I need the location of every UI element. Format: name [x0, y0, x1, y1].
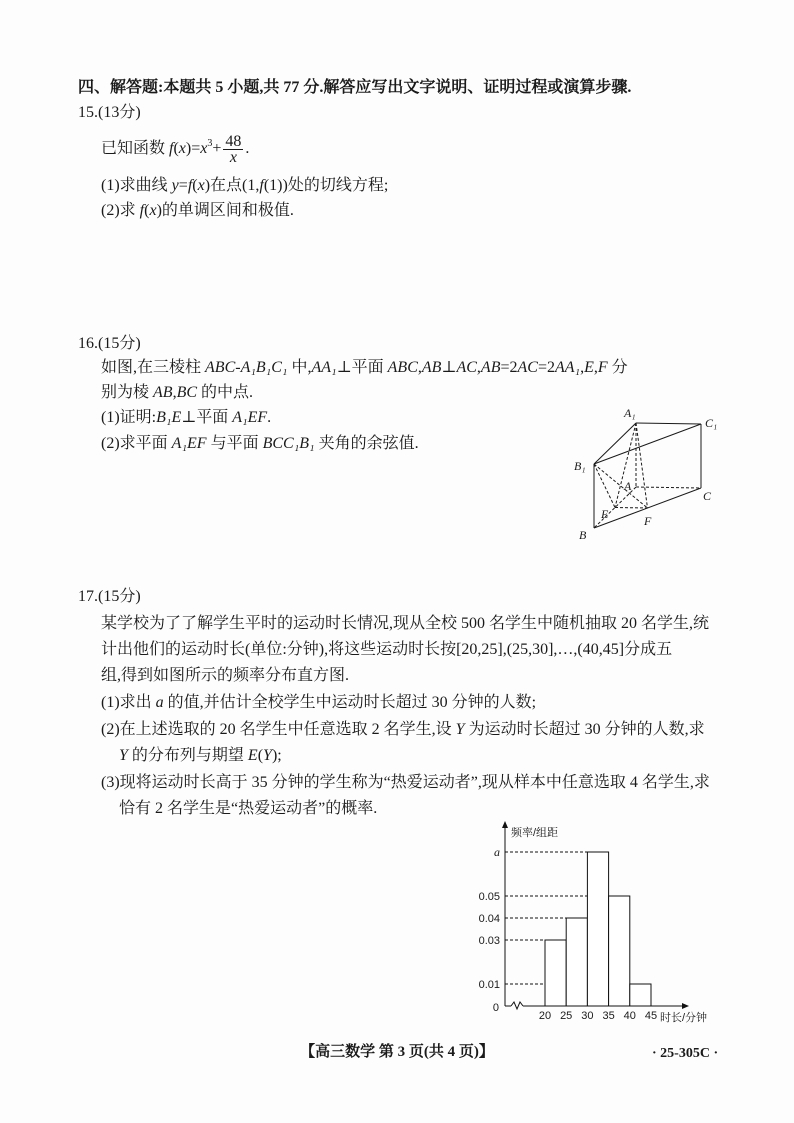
segment-b1-e	[594, 464, 615, 508]
text-run: (2)在上述选取的 20 名学生中任意选取 2 名学生,设	[101, 721, 456, 738]
text-run: (2)求	[101, 202, 140, 219]
vertex-label-c1: C₁	[705, 416, 718, 430]
text-run: 中,	[287, 359, 312, 376]
vertex-label-c: C	[703, 489, 712, 503]
math-symbol: ABC	[387, 359, 418, 376]
text-run: 与平面	[206, 435, 263, 452]
text-run: 的中点.	[197, 384, 254, 401]
text-run: (1))处的切线方程;	[263, 177, 389, 194]
x-tick-label: 35	[602, 1010, 615, 1022]
y-tick-label: 0.05	[478, 891, 500, 903]
text-run: +	[212, 140, 222, 158]
text-run: .	[267, 409, 272, 426]
superscript: 3	[207, 138, 213, 150]
math-symbol: AB	[421, 359, 442, 376]
problem-17-question-3	[101, 773, 710, 793]
math-symbol: f	[187, 177, 193, 194]
text-run: 分	[607, 359, 628, 376]
text-run: .	[245, 140, 250, 158]
text-run: )的单调区间和极值.	[156, 202, 294, 219]
text-run: ,	[580, 359, 585, 376]
footer-exam-code: · 25-305C ·	[652, 1046, 719, 1061]
text-run: ⊥平面	[336, 359, 388, 376]
fraction-denominator: x	[229, 149, 237, 166]
point-label-e: E	[601, 507, 609, 521]
problem-17-question-3-continued	[119, 799, 377, 819]
math-symbol: F	[597, 359, 608, 376]
math-symbol: x	[149, 202, 157, 219]
text-run: ,	[172, 384, 177, 401]
text-run: -	[235, 359, 241, 376]
text-run: =	[178, 177, 188, 194]
y-tick-label: 0.01	[478, 979, 500, 991]
problem-17-number: 17.(15分)	[78, 588, 141, 605]
histogram-bar	[566, 918, 587, 1006]
problem-15-question-1	[101, 176, 388, 196]
text-run: (2)求平面	[101, 435, 172, 452]
problem-17-question-2-continued	[119, 746, 282, 766]
math-symbol: B₁E	[156, 409, 182, 426]
footer-page-info: 【高三数学 第 3 页(共 4 页)】	[300, 1044, 494, 1060]
problem-17-stem-line-2	[101, 640, 672, 660]
text-run: 为运动时长超过 30 分钟的人数,求	[464, 721, 705, 738]
fraction-numerator: 48	[225, 133, 242, 150]
math-symbol: AA₁	[554, 359, 581, 376]
problem-17-stem-line-3	[101, 666, 349, 686]
math-symbol: A₁EF	[232, 409, 268, 426]
histogram-bar	[545, 940, 566, 1006]
math-symbol: x	[197, 177, 205, 194]
histogram-bar	[609, 896, 630, 1006]
math-symbol: E	[584, 359, 594, 376]
vertex-label-b: B	[579, 528, 587, 542]
text-run: 如图,在三棱柱	[101, 359, 206, 376]
text-run: );	[271, 747, 282, 764]
text-run: 的分布列与期望	[127, 747, 248, 764]
text-run: ⊥	[441, 359, 457, 376]
vertex-label-a1: A₁	[624, 406, 636, 420]
text-run: (1)求曲线	[101, 177, 172, 194]
y-tick-label: 0.03	[478, 935, 500, 947]
histogram-bar	[630, 984, 651, 1006]
math-symbol: a	[155, 694, 164, 711]
math-symbol: ABC	[205, 359, 236, 376]
text-run: 的值,并估计全校学生中运动时长超过 30 分钟的人数;	[163, 694, 537, 711]
prism-diagram	[570, 400, 720, 545]
math-symbol: y	[171, 177, 179, 194]
x-tick-label: 25	[560, 1010, 573, 1022]
math-symbol: A₁EF	[171, 435, 207, 452]
text-run: (3)现将运动时长高于 35 分钟的学生称为“热爱运动者”,现从样本中任意选取 4 名学生,求	[101, 774, 710, 791]
problem-16-stem-line-2	[101, 383, 253, 403]
edge-a1-b1	[594, 423, 636, 464]
text-run: )=	[185, 140, 201, 158]
problem-16-question-2	[101, 434, 419, 454]
origin-label: 0	[492, 1002, 499, 1014]
problem-16-number: 16.(15分)	[78, 335, 141, 352]
problem-16-question-1	[101, 408, 271, 428]
text-run: ,	[417, 359, 422, 376]
math-symbol: E	[247, 747, 258, 764]
text-run: 夹角的余弦值.	[314, 435, 419, 452]
y-axis-title: 频率/组距	[511, 827, 559, 839]
math-symbol: AC	[517, 359, 538, 376]
edge-a-c	[636, 487, 701, 488]
frequency-histogram	[470, 815, 730, 1035]
text-run: (1)求出	[101, 694, 156, 711]
text-run: (	[144, 202, 150, 219]
problem-17-stem-line-1	[101, 614, 709, 634]
x-axis-title: 时长/分钟	[660, 1012, 708, 1024]
problem-15-number: 15.(13分)	[78, 104, 141, 121]
math-symbol: AC	[456, 359, 477, 376]
text-run: 某学校为了了解学生平时的运动时长情况,现从全校 500 名学生中随机抽取 20 名学生,统	[101, 615, 710, 632]
math-symbol: f	[139, 202, 145, 219]
problem-17-question-1	[101, 693, 536, 713]
segment-e-f	[615, 508, 648, 509]
x-tick-label: 20	[538, 1010, 552, 1022]
math-symbol: AA₁	[311, 359, 337, 376]
math-symbol: Y	[263, 747, 272, 764]
math-symbol: f	[169, 140, 174, 158]
math-symbol: x	[178, 140, 186, 158]
text-run: 计出他们的运动时长(单位:分钟),将这些运动时长按[20,25],(25,30],…,(40,45]分成五	[101, 641, 673, 658]
y-axis-arrow	[502, 821, 508, 828]
vertex-label-a: A	[624, 479, 632, 493]
text-run: (	[192, 177, 198, 194]
math-symbol: Y	[455, 721, 465, 738]
problem-15-stem	[101, 134, 249, 165]
fraction	[223, 134, 243, 165]
text-run: 组,得到如图所示的频率分布直方图.	[101, 667, 350, 684]
text-run: =2	[537, 359, 555, 376]
math-symbol: BC	[176, 384, 198, 401]
x-tick-label: 30	[581, 1010, 594, 1022]
y-tick-label: 0.04	[478, 913, 500, 925]
x-tick-label: 45	[644, 1010, 658, 1022]
text-run: ,	[476, 359, 481, 376]
text-run: (	[173, 140, 179, 158]
edge-a1-c1	[636, 423, 701, 424]
text-run: )在点(1,	[204, 177, 260, 194]
math-symbol: Y	[119, 747, 128, 764]
problem-17-question-2	[101, 720, 705, 740]
vertex-label-b1: B₁	[574, 459, 586, 473]
text-run: 恰有 2 名学生是“热爱运动者”的概率.	[119, 800, 378, 817]
problem-15-question-2	[101, 201, 294, 221]
y-tick-label: a	[494, 845, 500, 859]
section-header: 四、解答题:本题共 5 小题,共 77 分.解答应写出文字说明、证明过程或演算步骤.	[78, 79, 632, 96]
text-run: 已知函数	[101, 140, 170, 158]
x-axis-break	[511, 1002, 523, 1009]
math-symbol: AB	[480, 359, 501, 376]
math-symbol: A₁B₁C₁	[240, 359, 288, 376]
text-run: ⊥平面	[181, 409, 233, 426]
math-symbol: f	[259, 177, 264, 194]
point-label-f: F	[644, 514, 652, 528]
segment-a1-f	[636, 423, 648, 508]
text-run: ,	[593, 359, 598, 376]
math-symbol: x	[200, 140, 208, 158]
segment-a1-e	[615, 423, 636, 508]
problem-16-stem-line-1	[101, 358, 628, 378]
x-tick-label: 40	[623, 1010, 636, 1022]
histogram-bar	[587, 852, 608, 1006]
text-run: (	[257, 747, 264, 764]
x-axis-arrow	[682, 1003, 689, 1009]
text-run: =2	[500, 359, 518, 376]
math-symbol: AB	[153, 384, 173, 401]
text-run: (1)证明:	[101, 409, 157, 426]
math-symbol: BCC₁B₁	[262, 435, 315, 452]
edge-b1-c1	[594, 424, 701, 464]
text-run: 别为棱	[101, 384, 154, 401]
